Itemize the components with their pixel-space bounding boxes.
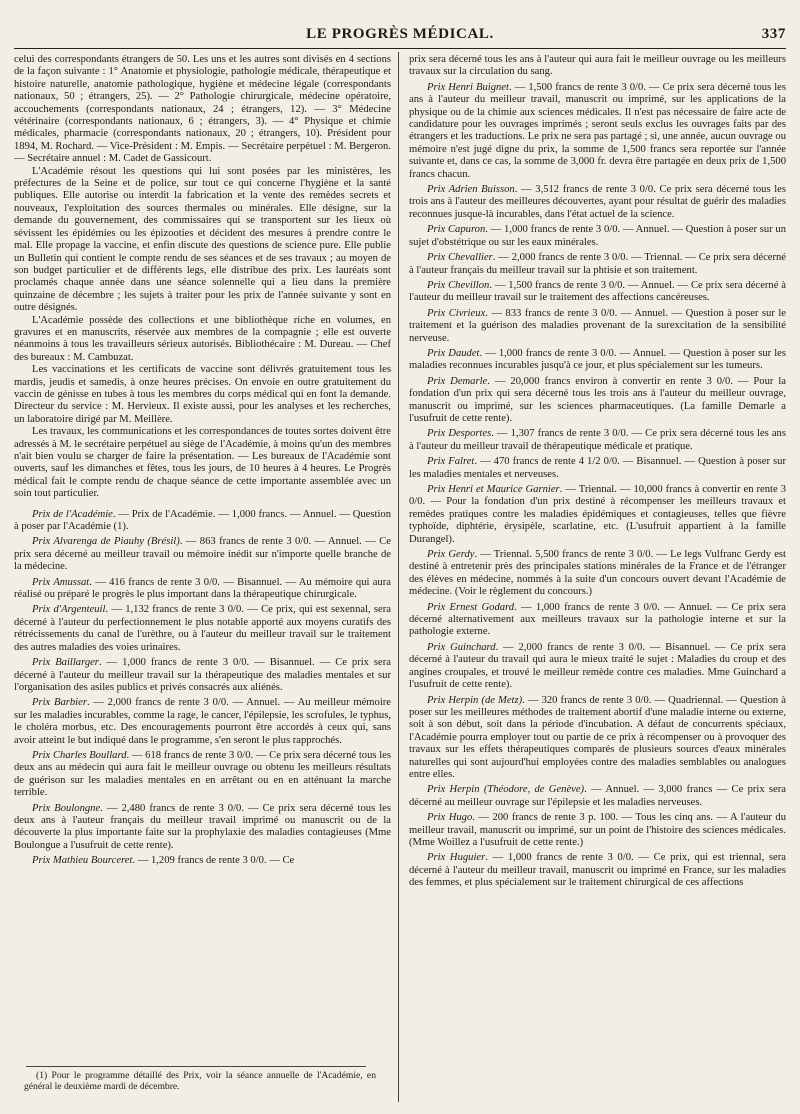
prize-entry: Prix Alvarenga de Piauhy (Brésil). — 863 francs de rente 3 0/0. — Annuel. — Ce prix sera décerné au meilleur travail ou mémoire inédit sur n'importe quelle branche de la médecine. [14,536,391,573]
prize-entry: Prix Civrieux. — 833 francs de rente 3 0/0. — Annuel. — Question à poser sur le traitement et la guérison des maladies provenant de la surexcitation de la sensibilité nerveuse. [409,307,786,344]
page-number: 337 [761,26,786,42]
paragraph: Les travaux, les communications et les correspondances de toutes sortes doivent être adressés à M. le secrétaire perpétuel au siège de l'Académie, à moins qu'un des membres n'ait bien voulu se charger de faire la présentation. — Les bureaux de l'Académie sont ouverts, sauf les dimanches et fêtes, tous les jours, de 10 heures à 4 heures. Le Progrès médical fait le compte rendu de chaque séance de cette importante assemblée avec un soin tout particulier. [14,426,391,500]
prize-entry: Prix Gerdy. — Triennal. 5,500 francs de rente 3 0/0. — Le legs Vulfranc Gerdy est destiné à entretenir près des principales stations minérales de la France et de l'étranger des élèves en médecine, nommés à la suite d'un concours ouvert devant l'Académie de médecine. (Voir le règlement du concours.) [409,549,786,598]
column-divider [398,52,399,1102]
prize-entry: Prix Chevallier. — 2,000 francs de rente 3 0/0. — Triennal. — Ce prix sera décerné à l'auteur français du meilleur travail sur la phtisie et son traitement. [409,252,786,276]
journal-title: LE PROGRÈS MÉDICAL. [306,26,494,42]
prize-entry: Prix Huguier. — 1,000 francs de rente 3 0/0. — Ce prix, qui est triennal, sera décerné à l'auteur du meilleur travail, manuscrit ou imprimé en France, sur les maladies des femmes, et plus spécialement sur le traitement chirurgical de ces affections [409,852,786,889]
prize-entry: Prix Chevillon. — 1,500 francs de rente 3 0/0. — Annuel. — Ce prix sera décerné à l'auteur du meilleur travail sur le traitement des affections cancéreuses. [409,279,787,304]
prize-entry: Prix Falret. — 470 francs de rente 4 1/2 0/0. — Bisannuel. — Question à poser sur les maladies mentales et nerveuses. [409,456,786,480]
left-column [14,54,391,868]
paragraph: prix sera décerné tous les ans à l'auteur qui aura fait le meilleur ouvrage ou les meilleurs travaux sur la circulation du sang. [409,54,786,78]
prize-entry: Prix Boulongne. — 2,480 francs de rente 3 0/0. — Ce prix sera décerné tous les deux ans à l'auteur français du meilleur travail imprimé ou manuscrit ou de la découverte la plus importante faite sur la prophylaxie des maladies contagieuses (Mme Boulongue a l'usufruit de cette rente). [14,802,391,851]
paragraph: L'Académie résout les questions qui lui sont posées par les ministères, les préfectures de la Seine et de police, sur tout ce qui concerne l'hygiène et la santé publiques. Elle autorise ou interdit la fabrication et la vente des remèdes secrets et nouveaux, l'exploitation des sources thermales ou minérales. Elle désigne, sur la demande du gouvernement, des commissaires qui se transportent sur les lieux où sévissent les épidémies ou les épizooties et décident des mesures à prendre contre le mal. Elle propage la vaccine, et enfin discute des questions de science pure. Elle publie un Bulletin qui contient le compte rendu de ses séances et de ses travaux ; au moyen de son budget particulier et de différents legs, elle distribue des prix. Les lauréats sont proclamés chaque année dans une séance solennelle qui a lieu dans la première quinzaine de décembre ; les sujets à traiter pour les prix de l'année suivante y sont en outre désignés. [14,165,391,314]
prize-entry: Prix Guinchard. — 2,000 francs de rente 3 0/0. — Bisannuel. — Ce prix sera décerné à l'auteur du travail qui aura le mieux traité le sujet : Maladies du croup et des angines croupales, et trouvé le meilleur remède contre ces maladies. Mme Guinchard a l'usufruit de cette rente). [409,641,786,691]
footnote-rule [26,1066,366,1067]
prize-entry: Prix Hugo. — 200 francs de rente 3 p. 100. — Tous les cinq ans. — A l'auteur du meilleur travail, manuscrit ou imprimé, sur un point de l'histoire des sciences médicales. (Mme Woillez a l'usufruit de cette rente.) [409,812,786,848]
prize-entry: Prix de l'Académie. — Prix de l'Académie. — 1,000 francs. — Annuel. — Question à poser par l'Académie (1). [14,508,391,533]
prize-entry: Prix Barbier. — 2,000 francs de rente 3 0/0. — Annuel. — Au meilleur mémoire sur les maladies incurables, comme la rage, le cancer, l'épilepsie, les scrofules, le typhus, le choléra morbus, etc. Des encouragements pourront être accordés à ceux qui, sans avoir atteint le but indiqué dans le programme, s'en seront le plus rapprochés. [14,697,392,746]
prize-entry: Prix Herpin (de Metz). — 320 francs de rente 3 0/0. — Quadriennal. — Question à poser sur les meilleures méthodes de traitement abortif d'une maladie interne ou externe, soit à son début, soit dans la période d'incubation. A défaut de concurrents spéciaux, l'Académie pourra employer tout ou partie de ce prix à récompenser ou à provoquer des travaux sur les effets thérapeutiques comparés de plusieurs sources d'eaux minérales naturelles qui sont aujourd'hui employées contre des maladies semblables ou analogues entre elles. [409,694,786,780]
prize-entry: Prix Demarle. — 20,000 francs environ à convertir en rente 3 0/0. — Pour la fondation d'un prix qui sera décerné tous les trois ans à l'auteur du meilleur ouvrage, manuscrit ou imprimé, sur les sciences pharmaceutiques. (La famille Demarle a l'usufruit de cette rente). [409,375,786,424]
prize-entry: Prix Herpin (Théodore, de Genève). — Annuel. — 3,000 francs — Ce prix sera décerné au meilleur ouvrage sur l'épilepsie et les maladies nerveuses. [409,784,786,808]
prize-entry: Prix Henri et Maurice Garnier. — Triennal. — 10,000 francs à convertir en rente 3 0/0. — Pour la fondation d'un prix destiné à récompenser les meilleurs travaux et remèdes pratiques contre les maladies épidémiques et contagieuses, telles que fièvre typhoïde, diphtérie, érysipèle, scarlatine, etc. (L'usufruit appartient à la famille Durangel). [409,484,786,545]
prize-entry: Prix Desportes. — 1,307 francs de rente 3 0/0. — Ce prix sera décerné tous les ans à l'auteur du meilleur travail de thérapeutique médicale et pratique. [409,428,786,452]
header-rule [14,48,786,49]
prize-entry: Prix Daudet. — 1,000 francs de rente 3 0/0. — Annuel. — Question à poser sur les maladies reconnues incurables jusqu'à ce jour, et plus spécialement sur les tumeurs. [409,347,786,372]
prize-entry: Prix Baillarger. — 1,000 francs de rente 3 0/0. — Bisannuel. — Ce prix sera décerné à l'auteur du meilleur travail sur la thérapeutique des maladies mentales et sur l'organisation des asiles publics et privés consacrés aux aliénés. [14,657,391,693]
footnote [24,1070,376,1093]
paragraph: L'Académie possède des collections et une bibliothèque riche en volumes, en gravures et en manuscrits, réservée aux membres de la compagnie ; elle est ouverte néanmoins à tous les travailleurs sérieux autorisés. Bibliothécaire : M. Dureau. — Chef des bureaux : M. Cambuzat. [14,314,391,363]
paragraph: Les vaccinations et les certificats de vaccine sont délivrés gratuitement tous les mardis, jeudis et samedis, à onze heures précises. On envoie en outre gratuitement du vaccin de génisse en tubes à tous les membres du corps médical qui en font la demande. Directeur du service : M. Hervieux. Il existe aussi, pour les analyses et les recherches, un laboratoire dirigé par M. Meillère. [14,364,391,425]
prize-entry: Prix Ernest Godard. — 1,000 francs de rente 3 0/0. — Annuel. — Ce prix sera décerné alternativement aux meilleurs travaux sur la pathologie interne et sur la pathologie externe. [409,601,786,638]
prize-entry: Prix Charles Boullard. — 618 francs de rente 3 0/0. — Ce prix sera décerné tous les deux ans au médecin qui aura fait le meilleur ouvrage ou obtenu les meilleurs résultats de guérison sur les maladies mentales en en arrêtant ou en en atténuant la marche terrible. [14,749,391,799]
prize-entry: Prix Capuron. — 1,000 francs de rente 3 0/0. — Annuel. — Question à poser sur un sujet d'obstétrique ou sur les eaux minérales. [409,224,787,248]
paragraph: celui des correspondants étrangers de 50. Les uns et les autres sont divisés en 4 sections de la façon suivante : 1° Anatomie et physiologie, pathologie médicale, thérapeutique et histoire naturelle, anatomie pathologique, hygiène et médecine légale (correspondants nationaux, 50 ; étrangers, 25). — 2° Pathologie chirurgicale, médecine opératoire, accouchements (correspondants nationaux, 24 ; étrangers, 12). — 3° Médecine vétérinaire (correspondants nationaux, 6 ; étrangers, 3). — 4° Physique et chimie médicales, pharmacie (correspondants nationaux, 20 ; étrangers, 10). Président pour 1894, M. Rochard. — Vice-Président : M. Empis. — Secrétaire perpétuel : M. Bergeron. — Secrétaire annuel : M. Cadet de Gassicourt. [14,54,391,165]
prize-entry: Prix Adrien Buisson. — 3,512 francs de rente 3 0/0. Ce prix sera décerné tous les trois ans à l'auteur des meilleures découvertes, ayant pour résultat de guérir des maladies reconnues jusque-là incurables, dans l'état actuel de la science. [409,184,786,220]
prize-entry: Prix d'Argenteuil. — 1,132 francs de rente 3 0/0. — Ce prix, qui est sexennal, sera décerné à l'auteur du perfectionnement le plus notable apporté aux moyens curatifs des rétrécissements du canal de l'urèthre, ou à l'auteur du meilleur travail sur le traitement des autres maladies des voies urinaires. [14,604,391,653]
running-header [14,26,786,46]
right-column [409,54,786,890]
footnote-text: (1) Pour le programme détaillé des Prix, voir la séance annuelle de l'Académie, en général le deuxième mardi de décembre. [24,1070,376,1093]
prize-entry: Prix Amussat. — 416 francs de rente 3 0/0. — Bisannuel. — Au mémoire qui aura réalisé ou préparé le progrès le plus important dans la thérapeutique chirurgicale. [14,576,391,601]
prize-entry: Prix Mathieu Bourceret. — 1,209 francs de rente 3 0/0. — Ce [32,855,295,867]
prize-entry: Prix Henri Buignet. — 1,500 francs de rente 3 0/0. — Ce prix sera décerné tous les ans à l'auteur du meilleur travail, manuscrit ou imprimé, sur les applications de la physique ou de la chimie aux sciences médicales. Il n'est pas nécessaire de faire acte de candidature pour les ouvrages imprimés ; seront seuls exclus les ouvrages faits par des étrangers et les traductions. Le prix ne sera pas partagé ; si, une année, aucun ouvrage ou mémoire n'est jugé digne du prix, la somme de 1,500 francs sera reportée sur l'année suivante et, dans ce cas, la somme de 3,000 fr. devra être partagée en deux prix de 1,500 francs chacun. [409,81,787,180]
